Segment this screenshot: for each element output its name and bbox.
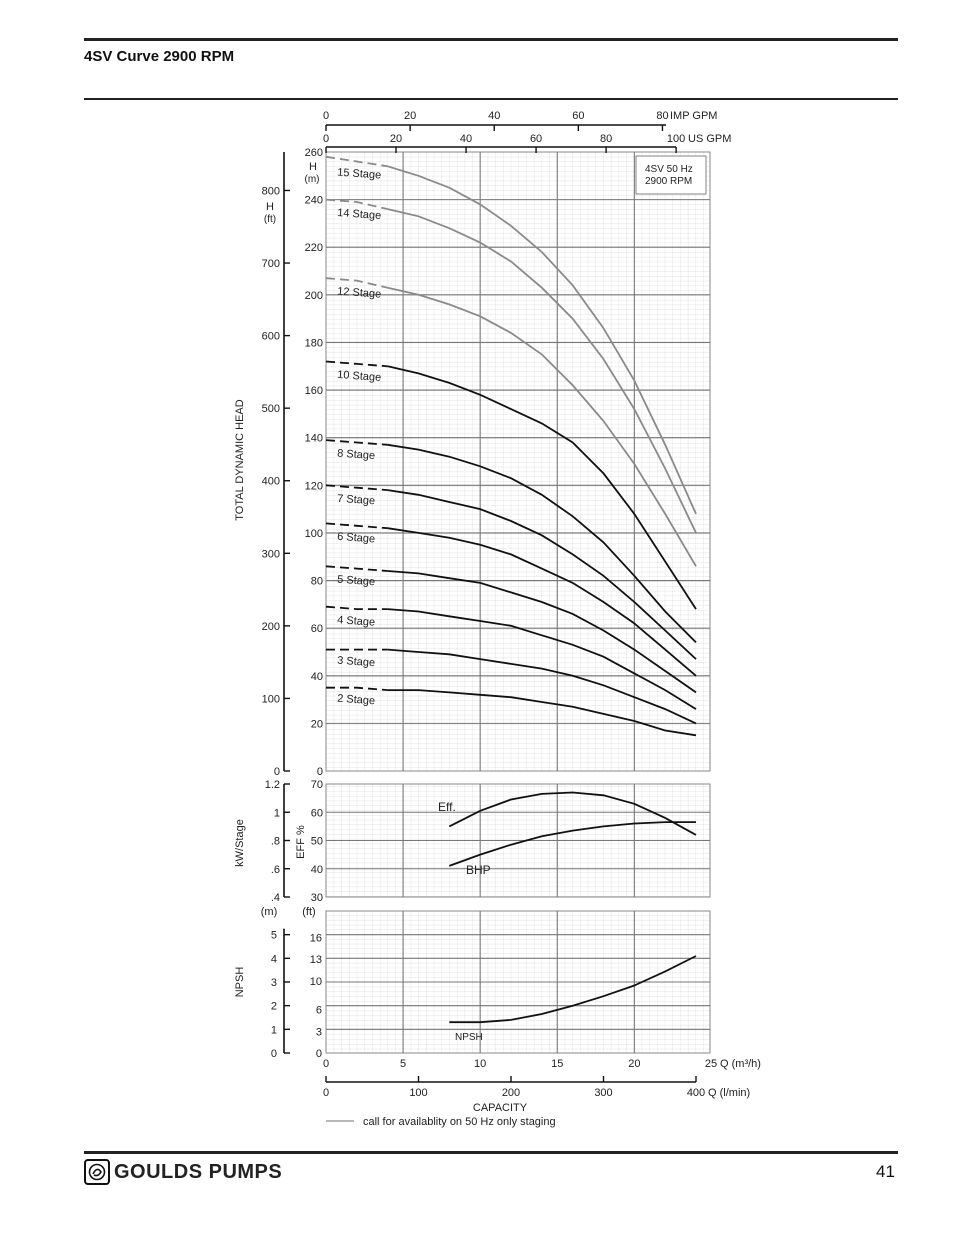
us-gpm-tick-label: 100	[666, 133, 686, 145]
brand-name: GOULDS PUMPS	[114, 1160, 283, 1183]
stage-label: 2 Stage	[336, 692, 376, 708]
m3h-tick-label: 5	[400, 1058, 407, 1070]
head-m-tick-label: 160	[304, 385, 323, 398]
stage-label: 10 Stage	[336, 368, 382, 384]
kw-ylabel: kW/Stage	[234, 819, 246, 867]
npsh-m-tick-label: 3	[270, 977, 277, 989]
head-m-label-top: H	[309, 161, 317, 173]
head-m-tick-label: 40	[310, 670, 323, 683]
m3h-tick-label: 25	[704, 1058, 718, 1070]
eff-y-axis	[311, 779, 323, 904]
head-m-tick-label: 200	[304, 289, 323, 302]
eff-ylabel: EFF %	[295, 825, 307, 859]
npsh-panel	[234, 906, 710, 1060]
bhp-curve-label: BHP	[466, 863, 491, 877]
lmin-tick-label: 200	[501, 1087, 521, 1099]
note-line-2: 2900 RPM	[645, 176, 693, 187]
npsh-m-tick-label: 2	[270, 1000, 277, 1013]
head-ft-tick-label: 0	[273, 766, 280, 778]
footnote: call for availablity on 50 Hz only staging	[363, 1116, 556, 1128]
head-ft-tick-label: 300	[261, 548, 280, 561]
stage-label: 8 Stage	[336, 447, 376, 463]
kw-tick-label: 1.2	[264, 779, 280, 791]
us-gpm-tick-label: 60	[529, 133, 543, 145]
kw-y-axis	[265, 779, 290, 904]
npsh-ft-tick-label: 13	[309, 954, 322, 967]
head-m-tick-label: 260	[304, 147, 323, 159]
npsh-ft-tick-label: 0	[315, 1048, 322, 1060]
us-gpm-tick-label: 0	[322, 133, 330, 145]
m3h-label: Q (m³/h)	[720, 1058, 761, 1070]
npsh-ft-tick-label: 16	[309, 932, 322, 945]
head-y-axis-ft	[262, 152, 290, 778]
power-efficiency-panel	[234, 779, 710, 904]
head-m-tick-label: 220	[304, 242, 323, 255]
npsh-m-unit: (m)	[260, 906, 278, 918]
head-ylabel: TOTAL DYNAMIC HEAD	[234, 399, 246, 521]
npsh-ft-tick-label: 3	[315, 1026, 322, 1039]
eff-tick-label: 70	[310, 779, 323, 791]
page-number: 41	[876, 1162, 895, 1181]
us-gpm-label: US GPM	[688, 133, 732, 145]
lmin-tick-label: 0	[322, 1087, 330, 1099]
npsh-ylabel: NPSH	[234, 966, 246, 998]
npsh-ft-unit: (ft)	[302, 906, 316, 918]
lmin-tick-label: 300	[594, 1087, 613, 1099]
head-y-axis-m	[305, 147, 323, 778]
top-flow-axes	[323, 110, 731, 153]
eff-tick-label: 40	[310, 863, 323, 876]
stage-label: 15 Stage	[336, 166, 382, 182]
imp-gpm-tick-label: 60	[572, 110, 585, 122]
stage-label: 12 Stage	[336, 285, 382, 301]
note-line-1: 4SV 50 Hz	[645, 164, 693, 175]
head-m-tick-label: 80	[310, 575, 323, 588]
brand-logo	[84, 1156, 282, 1188]
eff-tick-label: 50	[310, 835, 323, 848]
stage-label: 6 Stage	[336, 530, 376, 546]
logo-mark-icon	[88, 1163, 106, 1181]
m3h-tick-label: 0	[322, 1058, 330, 1070]
head-ft-tick-label: 400	[261, 475, 280, 488]
head-m-tick-label: 20	[310, 718, 323, 731]
kw-tick-label: .6	[270, 863, 280, 876]
npsh-ft-tick-label: 6	[315, 1004, 322, 1017]
note-box	[636, 156, 706, 194]
goulds-logo-icon	[84, 1159, 110, 1185]
npsh-ft-tick-label: 10	[309, 975, 322, 988]
head-m-tick-label: 60	[310, 623, 323, 636]
lmin-ticks	[323, 1076, 705, 1099]
npsh-m-tick-label: 0	[270, 1048, 277, 1060]
head-m-tick-label: 100	[304, 527, 323, 540]
head-ft-tick-label: 600	[261, 330, 280, 343]
npsh-curve-label: NPSH	[455, 1032, 483, 1043]
us-gpm-tick-label: 80	[599, 133, 613, 145]
imp-gpm-tick-label: 40	[488, 110, 501, 122]
head-m-tick-label: 0	[316, 766, 323, 778]
kw-tick-label: .8	[270, 835, 280, 848]
stage-label: 3 Stage	[336, 654, 376, 670]
kw-tick-label: .4	[270, 892, 280, 904]
lmin-tick-label: 100	[409, 1087, 428, 1099]
m3h-tick-label: 15	[551, 1058, 564, 1070]
us-gpm-tick-label: 40	[459, 133, 473, 145]
head-panel-grid	[326, 152, 710, 771]
m3h-tick-label: 10	[474, 1058, 487, 1070]
imp-gpm-label: IMP GPM	[670, 110, 718, 122]
head-m-tick-label: 240	[304, 194, 323, 207]
head-ft-label-top: H	[266, 201, 274, 213]
page-title: 4SV Curve 2900 RPM	[84, 48, 235, 65]
bottom-flow-axes	[323, 1058, 761, 1128]
m3h-tick-label: 20	[628, 1058, 641, 1070]
us-gpm-tick-label: 20	[389, 133, 403, 145]
head-ft-tick-label: 700	[261, 258, 280, 271]
footer-rule	[84, 1151, 898, 1154]
stage-label: 7 Stage	[336, 492, 376, 508]
us-gpm-ticks	[323, 133, 685, 153]
stage-label: 4 Stage	[336, 614, 376, 629]
imp-gpm-tick-label: 20	[403, 110, 417, 122]
lmin-label: Q (l/min)	[708, 1087, 751, 1099]
head-m-tick-label: 180	[304, 337, 323, 350]
imp-gpm-tick-label: 80	[656, 110, 669, 122]
head-ft-tick-label: 800	[261, 185, 280, 198]
npsh-y-axis-ft	[310, 933, 322, 1060]
stage-label: 14 Stage	[336, 207, 382, 223]
head-ft-tick-label: 200	[261, 620, 280, 633]
head-ft-tick-label: 100	[261, 693, 280, 706]
npsh-m-tick-label: 1	[270, 1024, 277, 1037]
head-m-label-unit: (m)	[304, 174, 320, 185]
imp-gpm-ticks	[323, 110, 669, 131]
eff-tick-label: 30	[310, 892, 323, 904]
npsh-m-tick-label: 5	[270, 929, 277, 942]
kw-tick-label: 1	[273, 807, 280, 820]
head-ft-label-unit: (ft)	[263, 214, 277, 225]
lmin-tick-label: 400	[686, 1087, 706, 1099]
npsh-m-tick-label: 4	[270, 953, 277, 966]
head-m-tick-label: 120	[304, 480, 323, 493]
m3h-ticks	[323, 1058, 717, 1070]
npsh-y-axis-m	[271, 929, 290, 1060]
head-m-tick-label: 140	[304, 432, 323, 445]
capacity-caption: CAPACITY	[472, 1102, 528, 1114]
imp-gpm-tick-label: 0	[322, 110, 330, 122]
eff-tick-label: 60	[310, 807, 323, 820]
eff-curve-label: Eff.	[438, 800, 456, 814]
head-panel	[234, 147, 710, 778]
stage-label: 5 Stage	[336, 573, 376, 589]
head-ft-tick-label: 500	[261, 403, 280, 416]
